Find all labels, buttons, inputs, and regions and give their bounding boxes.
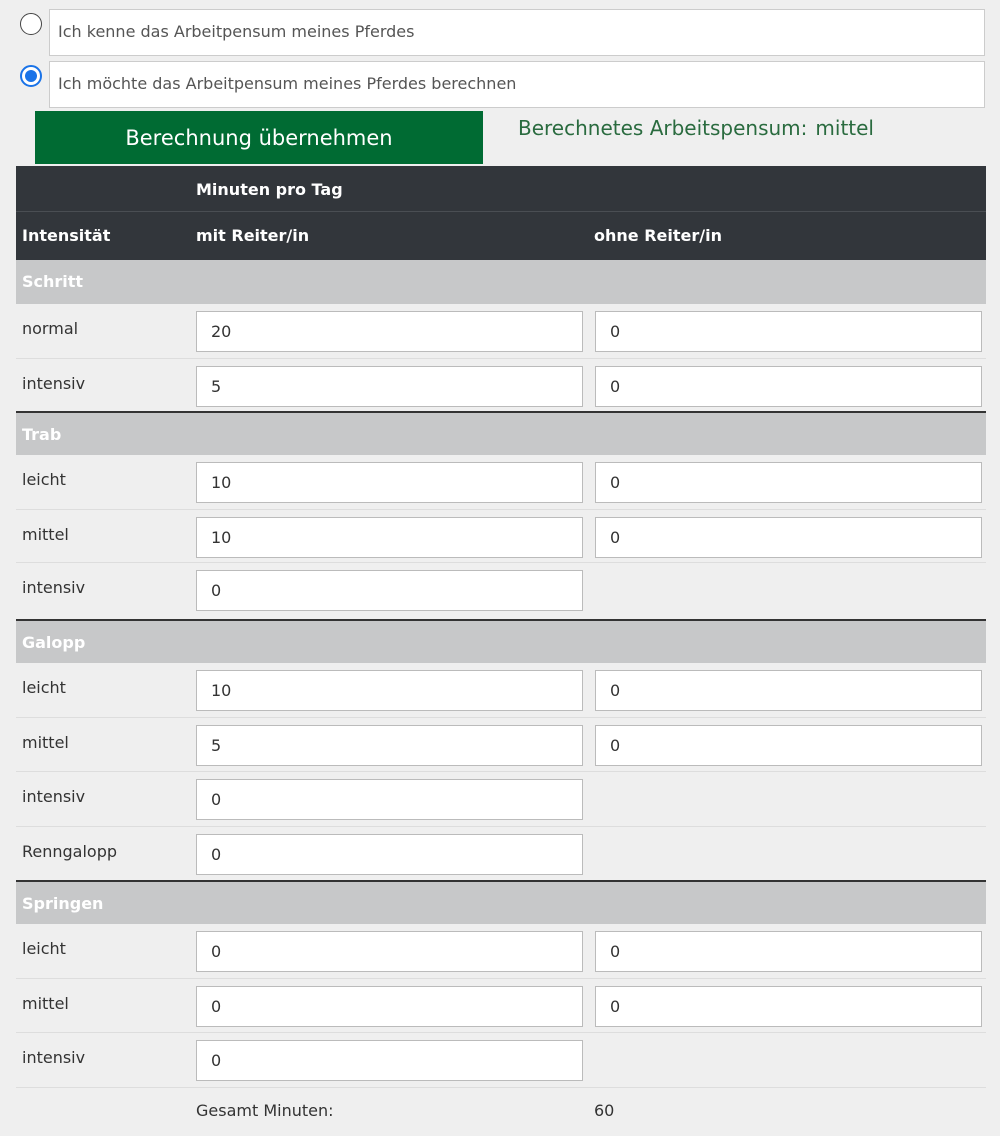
minutes-with-rider-input[interactable] xyxy=(196,725,583,766)
section-trab xyxy=(16,411,986,455)
apply-calculation-button[interactable]: Berechnung übernehmen xyxy=(35,111,483,164)
header-without-rider: ohne Reiter/in xyxy=(594,226,722,245)
row-intensity-label: intensiv xyxy=(22,1048,86,1067)
minutes-without-rider-input[interactable] xyxy=(595,517,982,558)
section-title: Schritt xyxy=(22,272,84,291)
table-row xyxy=(16,979,986,1033)
minutes-with-rider-input[interactable] xyxy=(196,570,583,611)
section-galopp xyxy=(16,619,986,663)
header-minutes-per-day: Minuten pro Tag xyxy=(196,180,343,199)
row-intensity-label: leicht xyxy=(22,678,66,697)
minutes-with-rider-input[interactable] xyxy=(196,931,583,972)
row-intensity-label: intensiv xyxy=(22,787,86,806)
calculated-workload xyxy=(518,116,874,140)
minutes-with-rider-input[interactable] xyxy=(196,779,583,820)
total-label: Gesamt Minuten: xyxy=(196,1101,334,1120)
table-row xyxy=(16,563,986,619)
radio-known-workload[interactable] xyxy=(20,13,42,35)
calculated-workload-label: Berechnetes Arbeitspensum: xyxy=(518,116,808,140)
header-with-rider: mit Reiter/in xyxy=(196,226,310,245)
row-intensity-label: mittel xyxy=(22,994,69,1013)
option-calculate-workload[interactable] xyxy=(18,60,986,108)
option-calculate-workload-label[interactable]: Ich möchte das Arbeitpensum meines Pferdes berechnen xyxy=(49,61,985,108)
table-row xyxy=(16,663,986,718)
table-row xyxy=(16,827,986,880)
row-intensity-label: intensiv xyxy=(22,374,86,393)
option-known-workload-label[interactable]: Ich kenne das Arbeitpensum meines Pferdes xyxy=(49,9,985,56)
minutes-without-rider-input[interactable] xyxy=(595,725,982,766)
table-row xyxy=(16,718,986,772)
table-header-row-1 xyxy=(16,166,986,212)
table-row xyxy=(16,1033,986,1088)
table-header-row-2 xyxy=(16,212,986,260)
row-intensity-label: leicht xyxy=(22,939,66,958)
minutes-with-rider-input[interactable] xyxy=(196,834,583,875)
section-springen xyxy=(16,880,986,924)
calculated-workload-value: mittel xyxy=(815,116,874,140)
section-title: Galopp xyxy=(22,633,86,652)
row-intensity-label: mittel xyxy=(22,733,69,752)
radio-calculate-workload[interactable] xyxy=(20,65,42,87)
section-title: Trab xyxy=(22,425,62,444)
table-body xyxy=(16,260,986,1088)
option-known-workload[interactable] xyxy=(18,8,986,56)
minutes-with-rider-input[interactable] xyxy=(196,366,583,407)
minutes-without-rider-input[interactable] xyxy=(595,931,982,972)
header-intensity: Intensität xyxy=(22,226,111,245)
row-intensity-label: mittel xyxy=(22,525,69,544)
table-row xyxy=(16,510,986,563)
table-row xyxy=(16,359,986,411)
total-row xyxy=(16,1088,986,1133)
workload-table xyxy=(16,166,986,1133)
minutes-with-rider-input[interactable] xyxy=(196,1040,583,1081)
table-row xyxy=(16,304,986,359)
table-row xyxy=(16,772,986,827)
section-title: Springen xyxy=(22,894,104,913)
table-row xyxy=(16,455,986,510)
row-intensity-label: intensiv xyxy=(22,578,86,597)
minutes-with-rider-input[interactable] xyxy=(196,311,583,352)
total-value: 60 xyxy=(594,1101,615,1120)
section-schritt xyxy=(16,260,986,304)
minutes-without-rider-input[interactable] xyxy=(595,670,982,711)
row-intensity-label: normal xyxy=(22,319,79,338)
minutes-with-rider-input[interactable] xyxy=(196,670,583,711)
table-row xyxy=(16,924,986,979)
minutes-with-rider-input[interactable] xyxy=(196,462,583,503)
row-intensity-label: leicht xyxy=(22,470,66,489)
minutes-with-rider-input[interactable] xyxy=(196,986,583,1027)
minutes-without-rider-input[interactable] xyxy=(595,986,982,1027)
minutes-without-rider-input[interactable] xyxy=(595,366,982,407)
row-intensity-label: Renngalopp xyxy=(22,842,118,861)
minutes-without-rider-input[interactable] xyxy=(595,311,982,352)
minutes-with-rider-input[interactable] xyxy=(196,517,583,558)
minutes-without-rider-input[interactable] xyxy=(595,462,982,503)
